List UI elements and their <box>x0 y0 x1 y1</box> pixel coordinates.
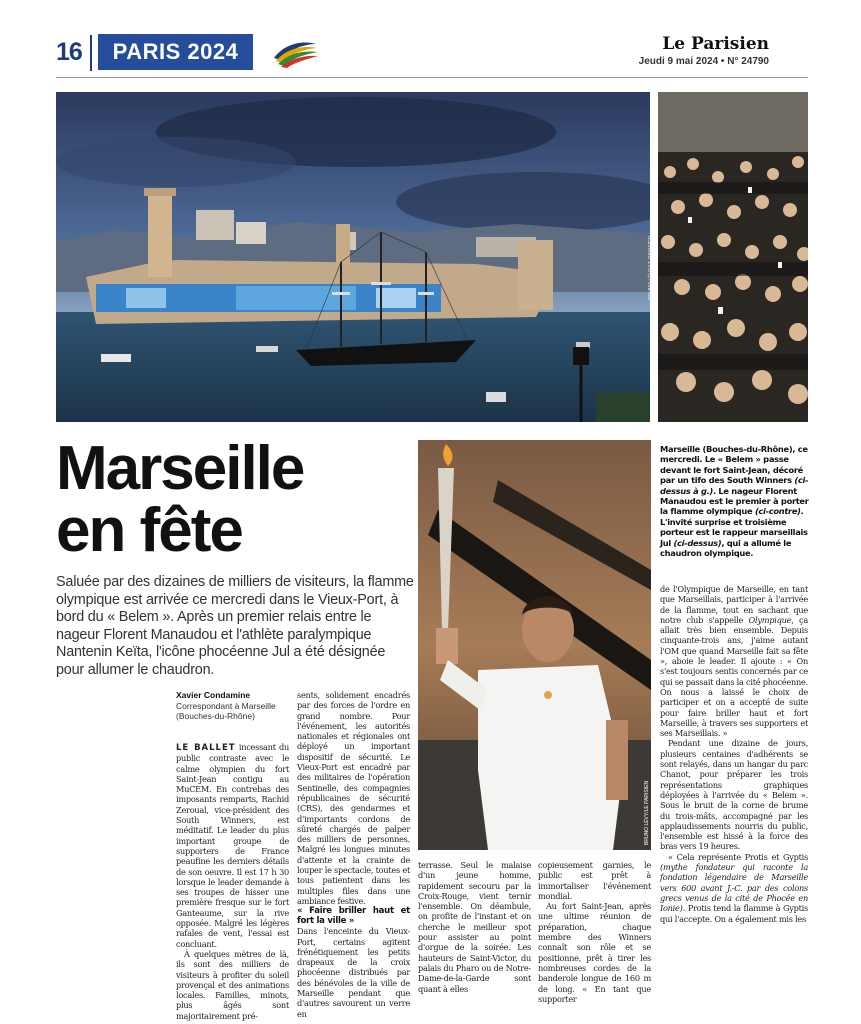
article-column-5 <box>660 584 808 924</box>
photo-torch-bearer <box>418 440 651 850</box>
photo-credit: BRUNO LÉVY/LE PARISIEN <box>644 780 650 845</box>
article-column-3 <box>418 860 531 994</box>
subheading: « Faire briller haut et fort la ville » <box>297 906 410 927</box>
masthead-logo: Le Parisien <box>662 34 769 54</box>
article-column-1 <box>176 742 289 1021</box>
lede: Saluée par des dizaines de milliers de visiteurs, la flamme olympique est arrivée ce mercredi dans le Vieux-Port, à bord du « Belem ». Après un premier relais entre le nageur Florent Manaudou et l'athlète paralympique Nantenin Keïta, l'icône phocéenne Jul a été désignée pour allumer le chaudron. <box>56 574 414 678</box>
headline-line-1: Marseille <box>56 434 304 503</box>
photo-vieux-port-belem <box>56 92 650 422</box>
paragraph: LE BALLET incessant du public contraste avec le calme olympien du fort Saint-Jean contigu au MuCEM. En contrebas des imposants remparts, Rachid Zeroual, vice-président des South Winners, est méditatif. Le leader du plus important groupe de supporters de France peaufine les derniers détails de son oeuvre. Il est 17 h 30 lorsque le leader demande à ses troupes de hisser une première fresque sur le fort Ganteaume, sur la rive opposée. Malgré les légères rafales de vent, l'essai est concluant. <box>176 742 289 949</box>
author-name: Xavier Condamine <box>176 690 251 700</box>
section-badge: PARIS 2024 <box>98 34 253 70</box>
issue-date: Jeudi 9 mai 2024 • N° 24790 <box>638 56 769 67</box>
lead-in: LE BALLET <box>176 743 236 753</box>
paragraph: À quelques mètres de là, ils sont des milliers de visiteurs à profiter du soleil provençal et des animations locales. Familles, minots, plus âgés sont majoritairement pré- <box>176 948 289 1021</box>
photo-crowd-jul <box>658 92 808 422</box>
paragraph: « Cela représente Protis et Gyptis (mythe fondateur qui raconte la fondation légendaire de Marseille vers 600 avant J.-C. par des colons grecs venus de la cité de Phocée en Ionie). Protis tend la flamme à Gyptis qui l'accepte. On a également mis les <box>660 851 808 924</box>
header-rule <box>56 77 808 78</box>
paragraph: copieusement garnies, le public est prêt à immortaliser l'événement mondial. <box>538 860 651 901</box>
byline <box>176 690 286 722</box>
paragraph: terrasse. Seul le malaise d'un jeune homme, rapidement secouru par la Croix-Rouge, vient ternir l'ensemble. On déambule, on profite de l'instant et on cherche le meilleur spot pour assister au point d'orgue de la soirée. Les hauteurs de Saint-Victor, du palais du Pharo ou de Notre-Dame-de-la-Garde sont quant à elles <box>418 860 531 994</box>
header-divider <box>90 35 92 71</box>
paragraph: Au fort Saint-Jean, après une ultime réunion de préparation, chaque membre des Winners connaît son rôle et se positionne, prêt à tirer les nombreuses cordes de la banderole longue de 160 m de long. « En tant que supporter <box>538 901 651 1004</box>
paragraph: Pendant une dizaine de jours, plusieurs centaines d'adhérents se sont relayés, dans un hangar du parc Chanot, pour préparer les trois représentations graphiques déployées à l'arrivée du « Belem ». Sous le bruit de la corne de brume du trois-mâts, accompagné par les applaudissements nourris du public, l'ensemble est hissé à la force des bras vers 19 heures. <box>660 738 808 852</box>
paragraph: Dans l'enceinte du Vieux-Port, certains agitent frénétiquement les petits drapeaux de la croix phocéenne distribués par des bénévoles de la ville de Marseille pendant que d'autres savourent un verre en <box>297 926 410 1019</box>
article-column-4 <box>538 860 651 1004</box>
olympic-rings-logo-icon <box>270 36 320 68</box>
paragraph: de l'Olympique de Marseille, en tant que Marseillais, participer à l'arrivée de la flamme, tout en sachant que notre club s'appelle Olympique, ça allait très bien ensemble. Depuis cinquante-trois ans, j'aime autant l'OM que quand Marseille fait sa fête », aboie le leader. Il ajoute : « On s'est toujours sentis concernés par ce qui se passait dans la cité phocéenne. On nous a laissé le choix de participer et on a accepté de suite pour faire briller haut et fort Marseille, à travers ses supporters et ses Marseillais. » <box>660 584 808 739</box>
caption-text: Marseille (Bouches-du-Rhône), ce mercredi. Le « Belem » passe devant le fort Saint-Jean, décoré par un tifo des South Winners (ci-dessus à g.). Le nageur Florent Manaudou est le premier à porter la flamme olympique (ci-contre). L'invité surprise et troisième porteur est le rappeur marseillais Jul (ci-dessus), qui a allumé le chaudron olympique. <box>660 444 809 559</box>
headline <box>56 434 416 565</box>
page-number: 16 <box>56 38 82 66</box>
headline-line-2: en fête <box>56 496 242 565</box>
photo-credit: BRUNO LÉVY/LE PARISIEN <box>648 235 654 300</box>
article-column-2 <box>297 690 410 1019</box>
author-role: Correspondant à Marseille (Bouches-du-Rhône) <box>176 700 276 721</box>
photo-caption <box>660 444 810 558</box>
paragraph: sents, solidement encadrés par des forces de l'ordre en grand nombre. Pour l'événement, les autorités nationales et régionales ont déployé un important dispositif de sécurité. Le Vieux-Port est encadré par des militaires de l'opération Sentinelle, des compagnies républicaines de sécurité (CRS), des gendarmes et d'importants cordons de sûreté chargés de palper des milliers de personnes. Malgré les longues minutes d'attente et la crainte de louper le spectacle, toutes et tous patientent dans les multiples files dans une ambiance festive. <box>297 690 410 906</box>
